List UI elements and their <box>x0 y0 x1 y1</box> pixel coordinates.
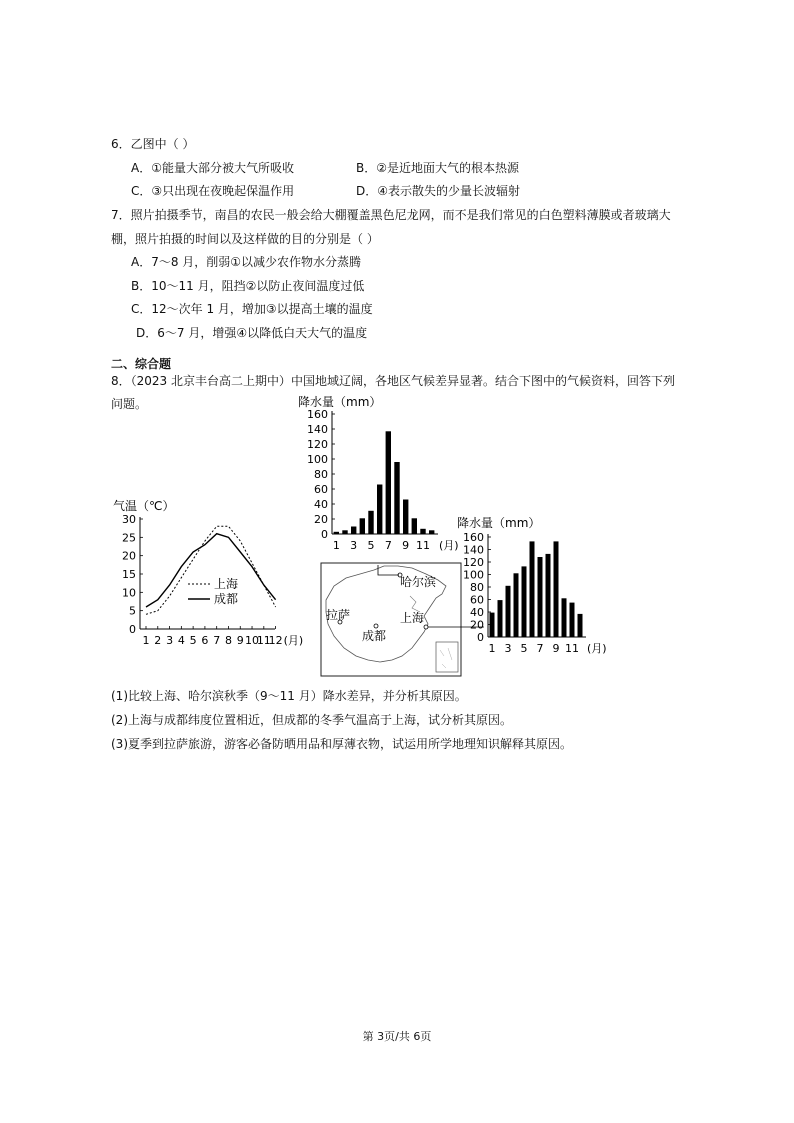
shanghai-bar <box>530 541 535 637</box>
harbin-bar <box>403 500 408 535</box>
shanghai-precipitation-chart <box>457 515 607 655</box>
shanghai-y-tick-label: 140 <box>463 543 484 557</box>
shanghai-bar <box>506 586 511 637</box>
harbin-x-tick-label: 5 <box>367 539 375 552</box>
harbin-ylabel: 降水量（mm） <box>298 395 382 409</box>
temp-x-tick-label: 10 <box>245 634 260 647</box>
q8-sub3: (3)夏季到拉萨旅游，游客必备防晒用品和厚薄衣物，试运用所学地理知识解释其原因。 <box>111 737 573 751</box>
temp-chart-ylabel: 气温（℃） <box>113 499 175 513</box>
shanghai-bar <box>490 613 495 637</box>
temp-x-tick-label: 1 <box>142 634 150 647</box>
harbin-y-tick-label: 120 <box>307 438 328 451</box>
shanghai-x-tick-label: 9 <box>552 642 560 655</box>
q6-stem: 6．乙图中（ ） <box>111 137 195 151</box>
shanghai-bar <box>522 566 527 637</box>
temp-x-tick-label: 6 <box>201 634 209 647</box>
harbin-y-tick-label: 0 <box>321 528 328 541</box>
harbin-x-tick-label: 7 <box>384 539 392 552</box>
temp-x-tick-label: 11 <box>256 634 271 647</box>
shanghai-marker <box>424 625 428 629</box>
temp-y-tick-label: 10 <box>122 586 136 600</box>
harbin-y-tick-label: 40 <box>314 498 328 511</box>
q6-option-a: A．①能量大部分被大气所吸收 <box>131 161 294 175</box>
lhasa-label: 拉萨 <box>326 608 351 622</box>
shanghai-bar <box>562 598 567 637</box>
q7-stem-line1: 7．照片拍摄季节，南昌的农民一般会给大棚覆盖黑色尼龙网，而不是我们常见的白色塑料薄膜或者玻璃大 <box>111 208 671 222</box>
shanghai-y-tick-label: 100 <box>463 568 484 582</box>
shanghai-bar <box>498 600 503 637</box>
shanghai-bar <box>538 557 543 637</box>
temp-y-tick-label: 0 <box>129 623 136 636</box>
harbin-x-tick-label: 3 <box>350 539 358 552</box>
harbin-y-tick-label: 100 <box>307 453 328 466</box>
temp-y-tick-label: 25 <box>122 531 136 545</box>
page-footer: 第 3页/共 6页 <box>362 1030 432 1043</box>
temp-x-unit: (月) <box>283 634 304 647</box>
shanghai-y-tick-label: 160 <box>463 531 484 544</box>
temp-y-tick-label: 5 <box>129 604 136 618</box>
shanghai-label: 上海 <box>400 611 425 625</box>
harbin-bar <box>394 462 399 534</box>
harbin-x-tick-label: 1 <box>332 539 340 552</box>
harbin-bar <box>386 431 391 534</box>
temp-y-tick-label: 20 <box>122 549 136 563</box>
temp-x-tick-label: 2 <box>154 634 162 647</box>
shanghai-y-tick-label: 60 <box>470 593 484 607</box>
temperature-line-chart <box>113 498 303 647</box>
q7-option-d: D．6～7 月，增强④以降低白天大气的温度 <box>136 326 368 340</box>
shanghai-y-tick-label: 80 <box>470 581 484 594</box>
shanghai-x-tick-label: 7 <box>536 642 544 655</box>
shanghai-y-tick-label: 120 <box>463 556 484 569</box>
harbin-bar <box>351 527 356 535</box>
q8-sub1: (1)比较上海、哈尔滨秋季（9～11 月）降水差异，并分析其原因。 <box>111 689 467 703</box>
shanghai-y-tick-label: 0 <box>477 631 484 644</box>
q6-option-b: B．②是近地面大气的根本热源 <box>356 161 519 175</box>
temp-x-tick-label: 3 <box>166 634 174 647</box>
shanghai-bar <box>514 573 519 637</box>
shanghai-bar <box>570 603 575 637</box>
shanghai-x-unit: (月) <box>587 642 607 655</box>
temp-x-tick-label: 8 <box>224 634 232 647</box>
harbin-x-unit: (月) <box>439 539 459 552</box>
harbin-bar <box>360 518 365 534</box>
harbin-bar <box>429 530 434 534</box>
harbin-bar <box>412 518 417 534</box>
shanghai-y-tick-label: 40 <box>470 606 484 619</box>
harbin-bar <box>377 485 382 535</box>
south-china-sea-inset <box>436 642 458 672</box>
section-title: 二、综合题 <box>111 357 172 371</box>
q6-option-d: D．④表示散失的少量长波辐射 <box>356 184 520 198</box>
chengdu-marker <box>374 624 378 628</box>
harbin-bar <box>368 511 373 534</box>
temp-y-tick-label: 30 <box>122 513 136 526</box>
shanghai-x-tick-label: 1 <box>488 642 496 655</box>
harbin-bar <box>420 529 425 534</box>
q6-option-c: C．③只出现在夜晚起保温作用 <box>131 184 295 198</box>
temp-y-tick-label: 15 <box>122 568 136 581</box>
harbin-bar <box>334 532 339 534</box>
temp-x-tick-label: 9 <box>236 634 244 647</box>
harbin-bar <box>342 530 347 534</box>
harbin-x-tick-label: 9 <box>402 539 410 552</box>
q8-sub2: (2)上海与成都纬度位置相近，但成都的冬季气温高于上海，试分析其原因。 <box>111 713 513 727</box>
temp-x-tick-label: 12 <box>268 634 283 647</box>
harbin-precipitation-chart <box>298 394 459 552</box>
harbin-y-tick-label: 20 <box>314 513 328 526</box>
harbin-y-tick-label: 80 <box>314 468 328 481</box>
harbin-label: 哈尔滨 <box>400 575 437 589</box>
chengdu-label: 成都 <box>362 629 387 643</box>
q7-option-a: A．7～8 月，削弱①以减少农作物水分蒸腾 <box>131 255 362 269</box>
shanghai-bar <box>546 554 551 637</box>
shanghai-x-tick-label: 3 <box>504 642 512 655</box>
harbin-y-tick-label: 60 <box>314 483 328 496</box>
temp-x-tick-label: 7 <box>213 634 221 647</box>
shanghai-bar <box>554 541 559 637</box>
temp-legend-label-0: 上海 <box>214 577 239 591</box>
china-map <box>321 563 484 676</box>
shanghai-bar <box>578 614 583 637</box>
harbin-y-tick-label: 160 <box>307 408 328 421</box>
shanghai-y-tick-label: 20 <box>470 618 484 632</box>
shanghai-x-tick-label: 11 <box>565 642 579 655</box>
shanghai-ylabel: 降水量（mm） <box>457 516 541 530</box>
q8-stem-line2: 问题。 <box>111 397 148 411</box>
temp-x-tick-label: 5 <box>189 634 197 647</box>
q7-option-c: C．12～次年 1 月，增加③以提高土壤的温度 <box>131 302 373 316</box>
temp-legend-label-1: 成都 <box>214 592 239 606</box>
shanghai-x-tick-label: 5 <box>520 642 528 655</box>
harbin-y-tick-label: 140 <box>307 423 328 436</box>
harbin-x-tick-label: 11 <box>416 539 430 552</box>
q7-stem-line2: 棚，照片拍摄的时间以及这样做的目的分别是（ ） <box>111 232 379 246</box>
q8-stem-line1: 8．（2023 北京丰台高二上期中）中国地域辽阔，各地区气候差异显著。结合下图中的气候资料，回答下列 <box>111 374 675 388</box>
temp-series-line-1 <box>146 534 276 607</box>
q7-option-b: B．10～11 月，阻挡②以防止夜间温度过低 <box>131 279 365 293</box>
temp-x-tick-label: 4 <box>177 634 185 647</box>
